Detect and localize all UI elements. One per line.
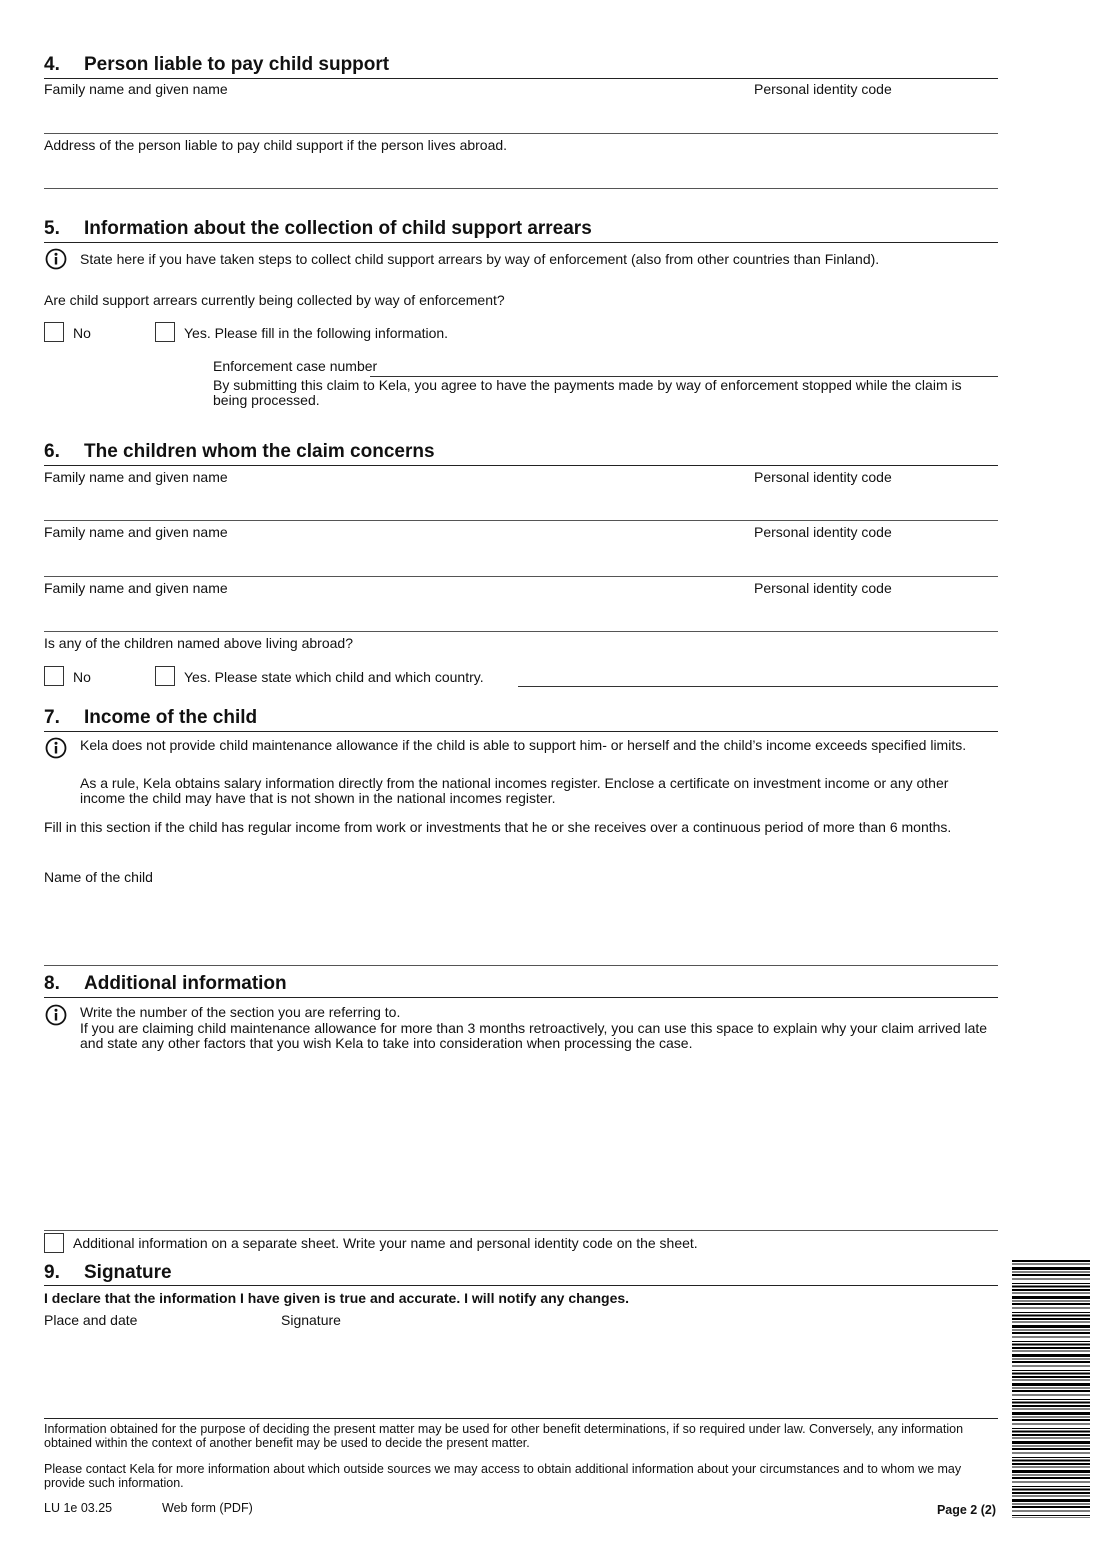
form-code: LU 1e 03.25: [44, 1501, 113, 1515]
s5-question: Are child support arrears currently being collected by way of enforcement?: [44, 292, 505, 308]
s6-child1-field[interactable]: [44, 520, 998, 521]
s6-yes-label: Yes. Please state which child and which country.: [184, 669, 484, 685]
s6-no-checkbox[interactable]: [44, 666, 64, 686]
s4-address-label: Address of the person liable to pay child support if the person lives abroad.: [44, 137, 508, 153]
s6-yes-checkbox[interactable]: [155, 666, 175, 686]
s7-info-1: Kela does not provide child maintenance allowance if the child is able to support him- or herself and the child’s income exceeds specified limits.: [80, 737, 967, 753]
s5-no-checkbox[interactable]: [44, 322, 64, 342]
s8-info-2: If you are claiming child maintenance allowance for more than 3 months retroactively, you can use this space to explain why your claim arrived late and state any other factors that you wish Kela to take into consideration when processing the case.: [80, 1020, 988, 1051]
section-9-heading: 9. Signature: [44, 1262, 172, 1283]
section-8-rule: [44, 997, 998, 998]
footer-note-1: Information obtained for the purpose of deciding the present matter may be used for other benefit determinations, if so required under law. Conversely, any information obtained within the context of another benefit may be used to decide the present matter.: [44, 1422, 964, 1450]
s7-child-name-label: Name of the child: [44, 869, 153, 885]
s9-place-date-label: Place and date: [44, 1312, 138, 1328]
s5-notice: By submitting this claim to Kela, you agree to have the payments made by way of enforcement stopped while the claim is being processed.: [213, 377, 962, 408]
section-4-heading: 4. Person liable to pay child support: [44, 54, 390, 75]
s6-child2-name-label: Family name and given name: [44, 524, 228, 540]
info-circle-icon: [45, 1004, 67, 1026]
s8-separate-sheet-label: Additional information on a separate sheet. Write your name and personal identity code on the sheet.: [73, 1235, 698, 1251]
footer-note-2: Please contact Kela for more information about which outside sources we may access to obtain additional information about your circumstances and to whom we may provide such information.: [44, 1462, 962, 1490]
s4-address-field[interactable]: [44, 188, 998, 189]
s6-no-label: No: [73, 669, 91, 685]
section-7-heading: 7. Income of the child: [44, 707, 258, 728]
section-5-rule: [44, 242, 998, 243]
form-type: Web form (PDF): [162, 1501, 253, 1515]
s8-additional-info-area[interactable]: [44, 1062, 998, 1228]
s6-child3-name-label: Family name and given name: [44, 580, 228, 596]
s9-signature-label: Signature: [281, 1312, 341, 1328]
s6-child1-name-label: Family name and given name: [44, 469, 228, 485]
s6-child2-pic-label: Personal identity code: [754, 524, 892, 540]
barcode: [1012, 1260, 1090, 1518]
s7-child-income-field[interactable]: [44, 965, 998, 966]
s6-child-country-field[interactable]: [518, 686, 998, 687]
s5-info-text: State here if you have taken steps to collect child support arrears by way of enforcement (also from other countries than Finland).: [80, 251, 880, 267]
info-circle-icon: [45, 248, 67, 270]
s8-area-bottom-rule: [44, 1230, 998, 1231]
s5-case-label: Enforcement case number: [213, 358, 378, 374]
s9-signature-area[interactable]: [44, 1330, 998, 1416]
s6-child3-pic-label: Personal identity code: [754, 580, 892, 596]
s6-child2-field[interactable]: [44, 576, 998, 577]
s5-no-label: No: [73, 325, 91, 341]
s6-question: Is any of the children named above living abroad?: [44, 635, 353, 651]
page-number: Page 2 (2): [936, 1503, 996, 1517]
section-7-rule: [44, 731, 998, 732]
s5-yes-label: Yes. Please fill in the following information.: [184, 325, 449, 341]
section-6-heading: 6. The children whom the claim concerns: [44, 441, 435, 462]
s6-child1-pic-label: Personal identity code: [754, 469, 892, 485]
s7-fill-instruction: Fill in this section if the child has regular income from work or investments that he or she receives over a continuous period of more than 6 months.: [44, 819, 952, 835]
section-6-rule: [44, 465, 998, 466]
footer-rule: [44, 1418, 998, 1419]
info-circle-icon: [45, 737, 67, 759]
s5-yes-checkbox[interactable]: [155, 322, 175, 342]
s8-separate-sheet-checkbox[interactable]: [44, 1233, 64, 1253]
s6-child3-field[interactable]: [44, 631, 998, 632]
section-8-heading: 8. Additional information: [44, 973, 287, 994]
section-4-rule: [44, 78, 998, 79]
section-9-rule: [44, 1285, 998, 1286]
s7-info-2: As a rule, Kela obtains salary information directly from the national incomes register. Enclose a certificate on investment income or any other income the child may have that is not shown in the national incomes register.: [80, 775, 949, 806]
s9-declaration: I declare that the information I have given is true and accurate. I will notify any changes.: [44, 1290, 630, 1306]
s4-pic-label: Personal identity code: [754, 81, 892, 97]
s8-info-1: Write the number of the section you are referring to.: [80, 1004, 401, 1020]
section-5-heading: 5. Information about the collection of child support arrears: [44, 218, 592, 239]
s4-name-field[interactable]: [44, 133, 998, 134]
s4-name-label: Family name and given name: [44, 81, 228, 97]
